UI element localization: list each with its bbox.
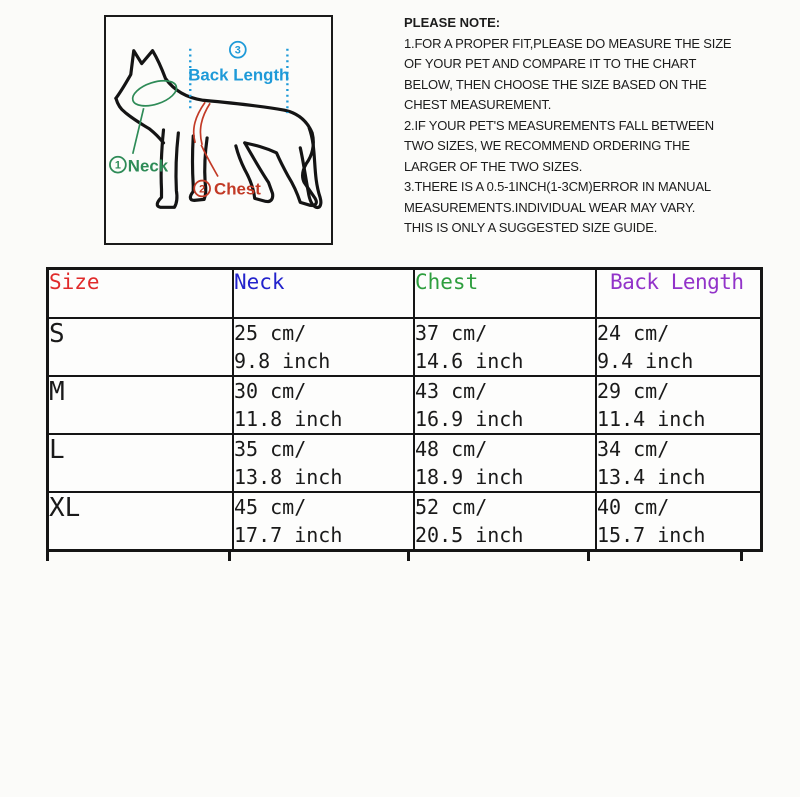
note-line: MEASUREMENTS.INDIVIDUAL WEAR MAY VARY.: [404, 199, 696, 215]
value-cm: 45 cm/: [234, 495, 307, 519]
chest-label: Chest: [214, 179, 261, 199]
note-line: LARGER OF THE TWO SIZES.: [404, 158, 583, 174]
neck-label: Neck: [127, 156, 169, 176]
value-cm: 43 cm/: [415, 379, 488, 403]
value-cm: 34 cm/: [597, 437, 670, 461]
neck-measure-line: [130, 76, 180, 111]
note-line: CHEST MEASUREMENT.: [404, 97, 552, 112]
note-line: TWO SIZES, WE RECOMMEND ORDERING THE: [404, 138, 690, 153]
chest-cell: [414, 376, 596, 434]
value-cm: 35 cm/: [234, 437, 307, 461]
value-cm: 40 cm/: [597, 495, 670, 519]
chest-cell: [414, 434, 596, 492]
value-cm: 37 cm/: [415, 321, 488, 345]
note-line: BELOW, THEN CHOOSE THE SIZE BASED ON THE: [404, 76, 707, 92]
table-edge-stub: [407, 552, 410, 561]
value-inch: 18.9 inch: [415, 465, 524, 489]
value-inch: 17.7 inch: [234, 523, 343, 547]
value-cm: 24 cm/: [597, 321, 670, 345]
note-line: THIS IS ONLY A SUGGESTED SIZE GUIDE.: [404, 220, 658, 235]
size-cell: M: [48, 376, 234, 434]
neck-cell: [233, 376, 414, 434]
size-cell: XL: [48, 492, 234, 551]
value-inch: 11.4 inch: [597, 407, 706, 431]
back-length-cell: [596, 318, 762, 376]
value-inch: 13.4 inch: [597, 465, 706, 489]
value-inch: 11.8 inch: [234, 407, 343, 431]
table-edge-stub: [46, 552, 49, 561]
value-inch: 9.4 inch: [597, 349, 694, 373]
size-table: [46, 267, 763, 552]
neck-number: 1: [114, 159, 121, 172]
note-block: [404, 13, 796, 239]
dog-measurement-diagram: [104, 15, 333, 245]
value-cm: 52 cm/: [415, 495, 488, 519]
header-neck: Neck: [233, 269, 414, 319]
table-edge-stub: [740, 552, 743, 561]
value-cm: 48 cm/: [415, 437, 488, 461]
back-length-cell: [596, 376, 762, 434]
note-line: 1.FOR A PROPER FIT,PLEASE DO MEASURE THE SIZE: [404, 35, 732, 51]
table-row: [48, 492, 762, 551]
value-inch: 14.6 inch: [415, 349, 524, 373]
value-cm: 29 cm/: [597, 379, 670, 403]
note-line: 3.THERE IS A 0.5-1INCH(1-3CM)ERROR IN MANUAL: [404, 179, 711, 194]
table-row: [48, 318, 762, 376]
dog-diagram-svg: [106, 17, 331, 243]
table-row: [48, 434, 762, 492]
note-line: OF YOUR PET AND COMPARE IT TO THE CHART: [404, 56, 697, 71]
value-inch: 9.8 inch: [234, 349, 331, 373]
back-length-cell: [596, 434, 762, 492]
note-title: PLEASE NOTE:: [404, 15, 501, 30]
neck-cell: [233, 492, 414, 551]
table-edge-stub: [587, 552, 590, 561]
value-inch: 13.8 inch: [234, 465, 343, 489]
back-length-number: 3: [234, 44, 241, 57]
value-cm: 30 cm/: [234, 379, 307, 403]
header-chest: Chest: [414, 269, 596, 319]
value-inch: 16.9 inch: [415, 407, 524, 431]
value-inch: 20.5 inch: [415, 523, 524, 547]
table-row: [48, 376, 762, 434]
size-cell: S: [48, 318, 234, 376]
back-length-label: Back Length: [188, 65, 290, 85]
value-cm: 25 cm/: [234, 321, 307, 345]
header-back-length: Back Length: [596, 269, 762, 319]
chest-cell: [414, 318, 596, 376]
back-length-cell: [596, 492, 762, 551]
table-edge-stub: [228, 552, 231, 561]
note-line: 2.IF YOUR PET'S MEASUREMENTS FALL BETWEEN: [404, 117, 714, 133]
neck-leader-line: [133, 108, 144, 154]
header-size: Size: [48, 269, 234, 319]
table-header-row: [48, 269, 762, 319]
chest-cell: [414, 492, 596, 551]
neck-cell: [233, 318, 414, 376]
value-inch: 15.7 inch: [597, 523, 706, 547]
chest-number: 2: [199, 183, 206, 196]
size-cell: L: [48, 434, 234, 492]
size-table-container: [46, 267, 763, 552]
neck-cell: [233, 434, 414, 492]
